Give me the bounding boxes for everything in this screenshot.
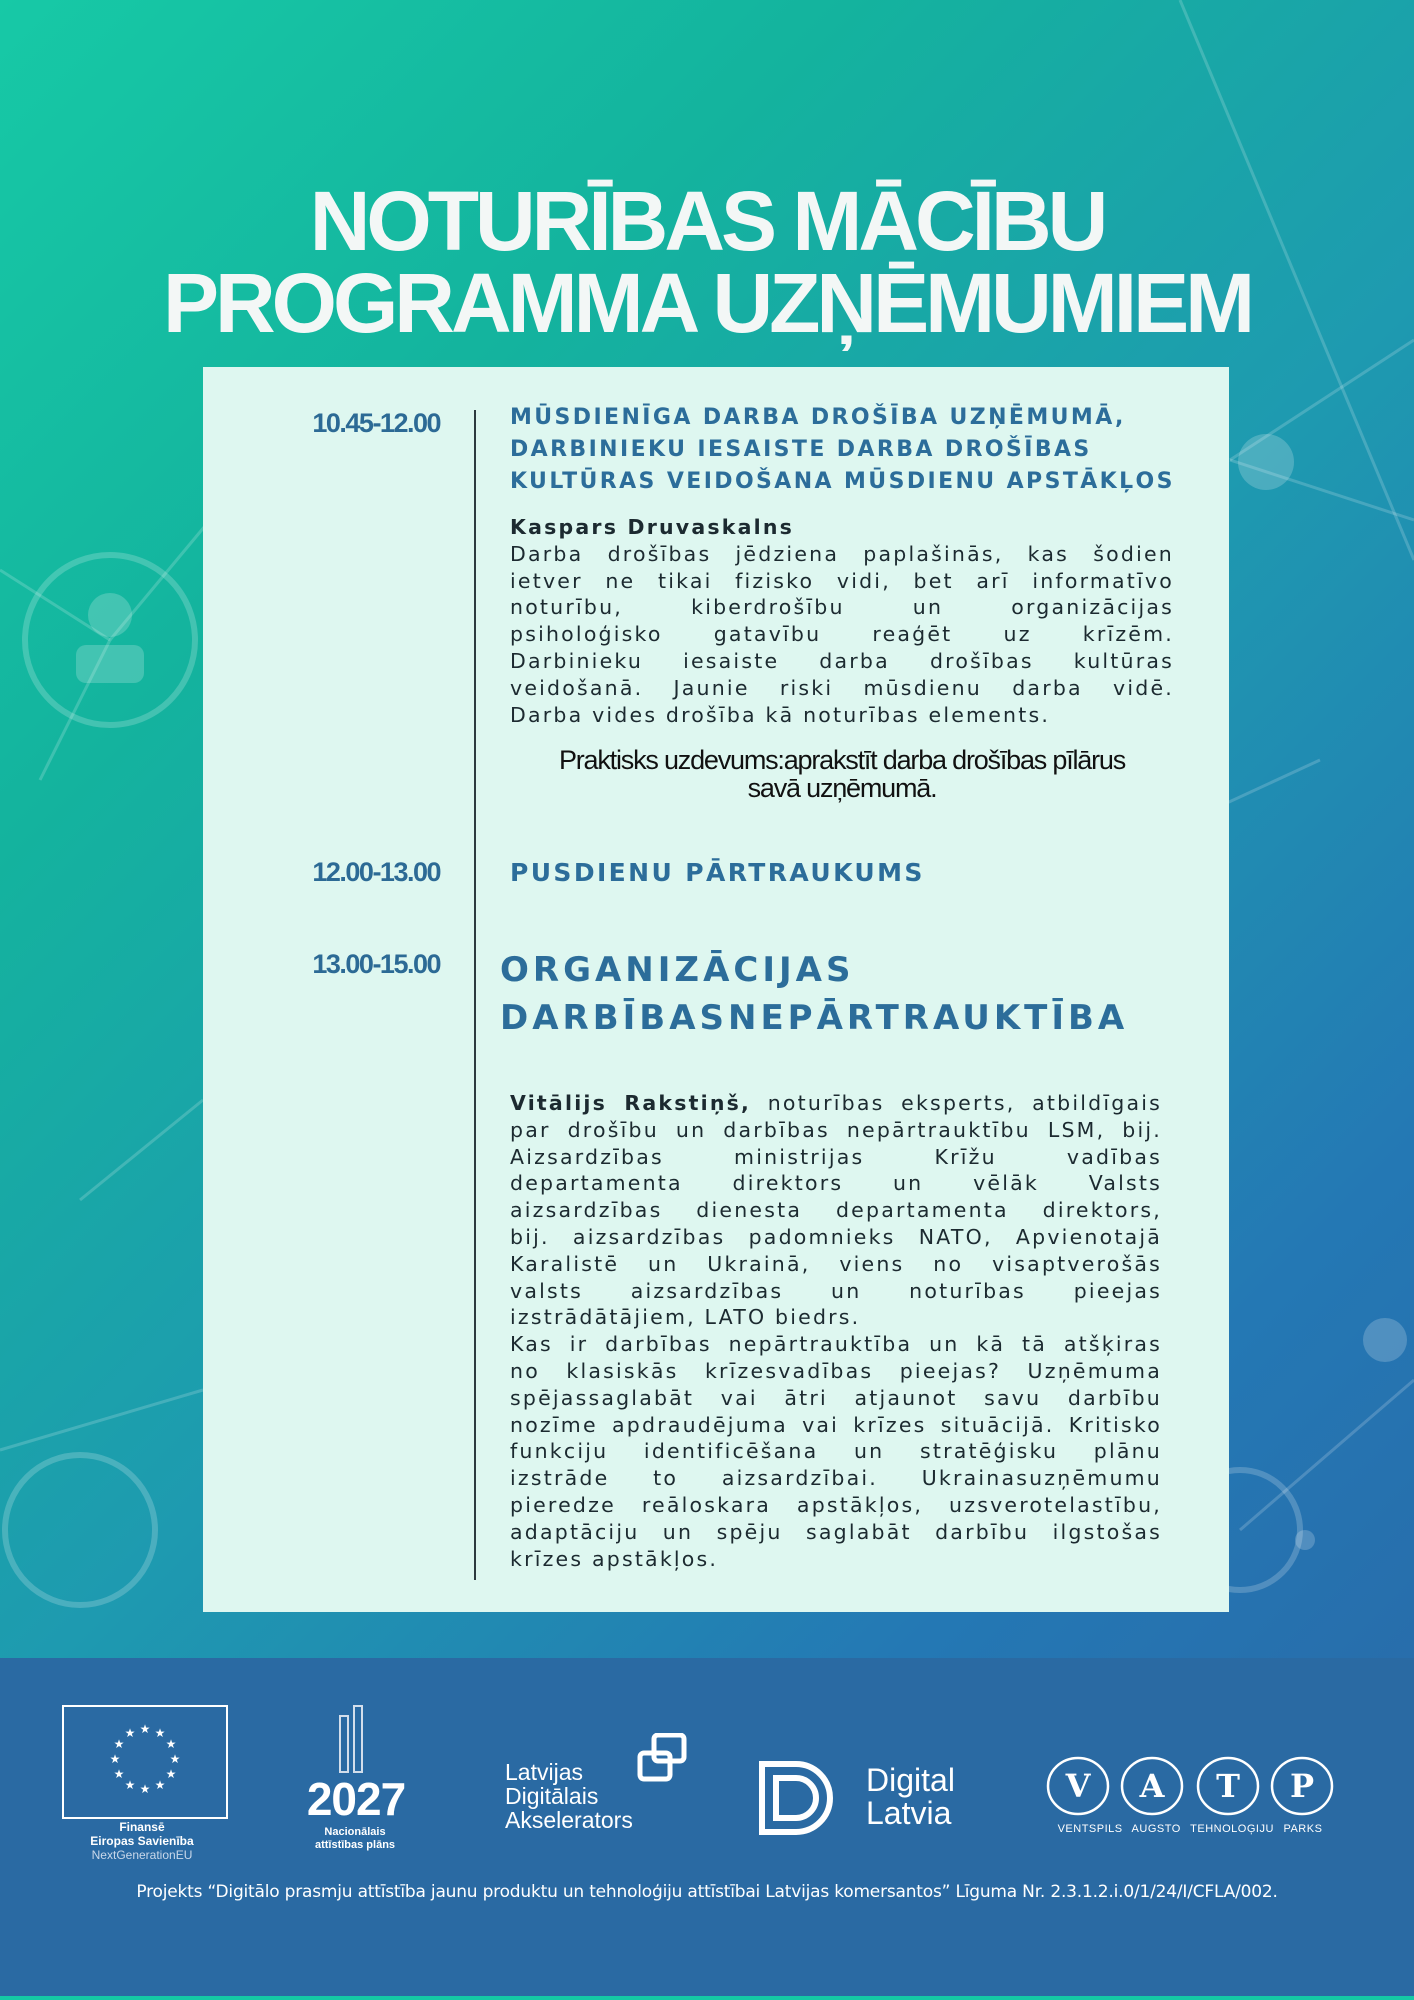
session-1-heading-line: DARBINIEKU IESAISTE DARBA DROŠĪBAS [510, 437, 1092, 462]
svg-text:★: ★ [165, 1767, 177, 1781]
session-2-heading [510, 857, 1190, 889]
eu-caption-line: Finansē [119, 1820, 165, 1834]
body-line: funkciju identificēšana un stratēģisku plānu [510, 1439, 1162, 1464]
lda-logo-text [505, 1760, 633, 1832]
footer-accent-strip [0, 1996, 1414, 2000]
vatp-logo [1046, 1754, 1336, 1820]
vatp-letter: P [1289, 1767, 1315, 1805]
dl-line: Latvia [866, 1795, 952, 1831]
project-statement: Projekts “Digitālo prasmju attīstība jaunu produktu un tehnoloģiju attīstībai Latvijas komersantos” Līguma Nr. 2.3.1.2.i.0/1/24/I/CFLA/002. [136, 1882, 1278, 1902]
speaker-name: Vitālijs Rakstiņš, [510, 1091, 752, 1115]
body-line: spējassaglabāt vai ātri atjaunot savu darbību [510, 1385, 1162, 1410]
svg-text:★: ★ [154, 1726, 166, 1740]
session-3-time: 13.00-15.00 [312, 949, 440, 979]
body-line: no klasiskās krīzesvadības pieejas? Uzņēmuma [510, 1358, 1162, 1383]
session-3-body [510, 1090, 1162, 1572]
svg-text:★: ★ [113, 1737, 125, 1751]
session-2-heading-line: PUSDIENU PĀRTRAUKUMS [510, 858, 925, 887]
session-1-heading [510, 402, 1190, 498]
nap-bars-icon [332, 1704, 372, 1774]
vatp-caption: VENTSPILS AUGSTO TEHNOLOĢIJU PARKS [1057, 1823, 1323, 1835]
speaker-name: Kaspars Druvaskalns [510, 515, 795, 539]
body-line: Darbinieku iesaiste darba drošības kultūras [510, 648, 1174, 673]
svg-text:★: ★ [165, 1737, 177, 1751]
body-line: pieredze reāloskara apstākļos, uzsverotelastību, [510, 1492, 1162, 1517]
svg-text:★: ★ [139, 1782, 151, 1796]
digital-latvia-icon [756, 1758, 836, 1838]
body-line: Karalistē un Ukrainā, viens no visaptverošās [510, 1251, 1162, 1276]
session-1-body [510, 514, 1174, 728]
svg-text:★: ★ [139, 1722, 151, 1736]
session-1-time: 10.45-12.00 [312, 408, 440, 438]
nap-caption-line: Nacionālais [324, 1826, 386, 1838]
body-line: izstrāde to aizsardzībai. Ukrainasuzņēmumu [510, 1466, 1162, 1491]
eu-logo-caption [52, 1820, 232, 1862]
digital-latvia-text [866, 1764, 955, 1830]
svg-text:★: ★ [109, 1752, 121, 1766]
body-line: noturību, kiberdrošību un organizācijas [510, 595, 1174, 620]
body-line: ietver ne tikai fizisko vidi, bet arī informatīvo [510, 568, 1174, 593]
body-line: veidošanā. Jaunie riski mūsdienu darba vidē. [510, 675, 1174, 700]
body-line: Darba drošības jēdziena paplašinās, kas šodien [510, 541, 1174, 566]
timeline-divider [474, 410, 476, 1580]
body-line: Kas ir darbības nepārtrauktība un kā tā atšķiras [510, 1332, 1162, 1357]
body-line: Darba vides drošība kā noturības elements. [510, 702, 1051, 727]
svg-text:★: ★ [124, 1726, 136, 1740]
title-line-2: PROGRAMMA UZŅĒMUMIEM [162, 256, 1252, 350]
vatp-letter: V [1065, 1767, 1091, 1805]
eu-stars-icon [64, 1707, 226, 1817]
svg-text:★: ★ [113, 1767, 125, 1781]
nap-caption-line: attīstības plāns [314, 1839, 396, 1851]
body-line: nozīme apdraudējuma vai krīzes situācijā. Kritisko [510, 1412, 1162, 1437]
page-title [0, 174, 1414, 350]
title-line-1: NOTURĪBAS MĀCĪBU [309, 174, 1105, 268]
session-3-heading-line: DARBĪBASNEPĀRTRAUKTĪBA [500, 998, 1129, 1038]
session-1-task [510, 746, 1174, 802]
body-line: Aizsardzības ministrijas Krīžu vadības [510, 1144, 1162, 1169]
nap-year: 2027 [306, 1773, 406, 1825]
body-line: valsts aizsardzības un noturības pieejas [510, 1278, 1162, 1303]
vatp-letter: A [1139, 1767, 1165, 1805]
vatp-letter: T [1216, 1767, 1240, 1805]
session-1-speaker [510, 514, 1174, 541]
body-line-text: noturības eksperts, atbildīgais [767, 1091, 1162, 1115]
body-line: bij. aizsardzības padomnieks NATO, Apvienotajā [510, 1224, 1162, 1249]
body-line [510, 1090, 1162, 1117]
session-3-heading [500, 946, 1180, 1042]
lda-line: Digitālais [505, 1783, 599, 1809]
eu-flag-logo [62, 1705, 228, 1819]
svg-text:★: ★ [124, 1778, 136, 1792]
dl-line: Digital [866, 1762, 955, 1798]
lda-line: Latvijas [505, 1759, 583, 1785]
body-line: krīzes apstākļos. [510, 1546, 719, 1571]
session-1-heading-line: KULTŪRAS VEIDOŠANA MŪSDIENU APSTĀKĻOS [510, 469, 1175, 494]
session-3-heading-line: ORGANIZĀCIJAS [500, 950, 855, 990]
svg-text:★: ★ [169, 1752, 181, 1766]
svg-text:★: ★ [154, 1778, 166, 1792]
task-line: savā uzņēmumā. [747, 773, 937, 803]
nap-caption [290, 1826, 420, 1852]
task-line: Praktisks uzdevums:aprakstīt darba drošības pīlārus [558, 745, 1126, 775]
body-line: par drošību un darbības nepārtrauktību LSM, bij. [510, 1117, 1162, 1142]
body-line: departamenta direktors un vēlāk Valsts [510, 1171, 1162, 1196]
body-line: adaptāciju un spēju saglabāt darbību ilgstošas [510, 1519, 1162, 1544]
lda-squares-icon [636, 1733, 692, 1783]
body-line: izstrādātājiem, LATO biedrs. [510, 1305, 861, 1330]
eu-caption-line: Eiropas Savienība [90, 1834, 194, 1848]
lda-line: Akselerators [505, 1807, 633, 1833]
eu-caption-line: NextGenerationEU [91, 1848, 193, 1862]
body-line: aizsardzības dienesta departamenta direktors, [510, 1198, 1162, 1223]
session-1-heading-line: MŪSDIENĪGA DARBA DROŠĪBA UZŅĒMUMĀ, [510, 405, 1126, 430]
body-line: psiholoģisko gatavību reaģēt uz krīzēm. [510, 622, 1174, 647]
session-2-time: 12.00-13.00 [312, 857, 440, 887]
